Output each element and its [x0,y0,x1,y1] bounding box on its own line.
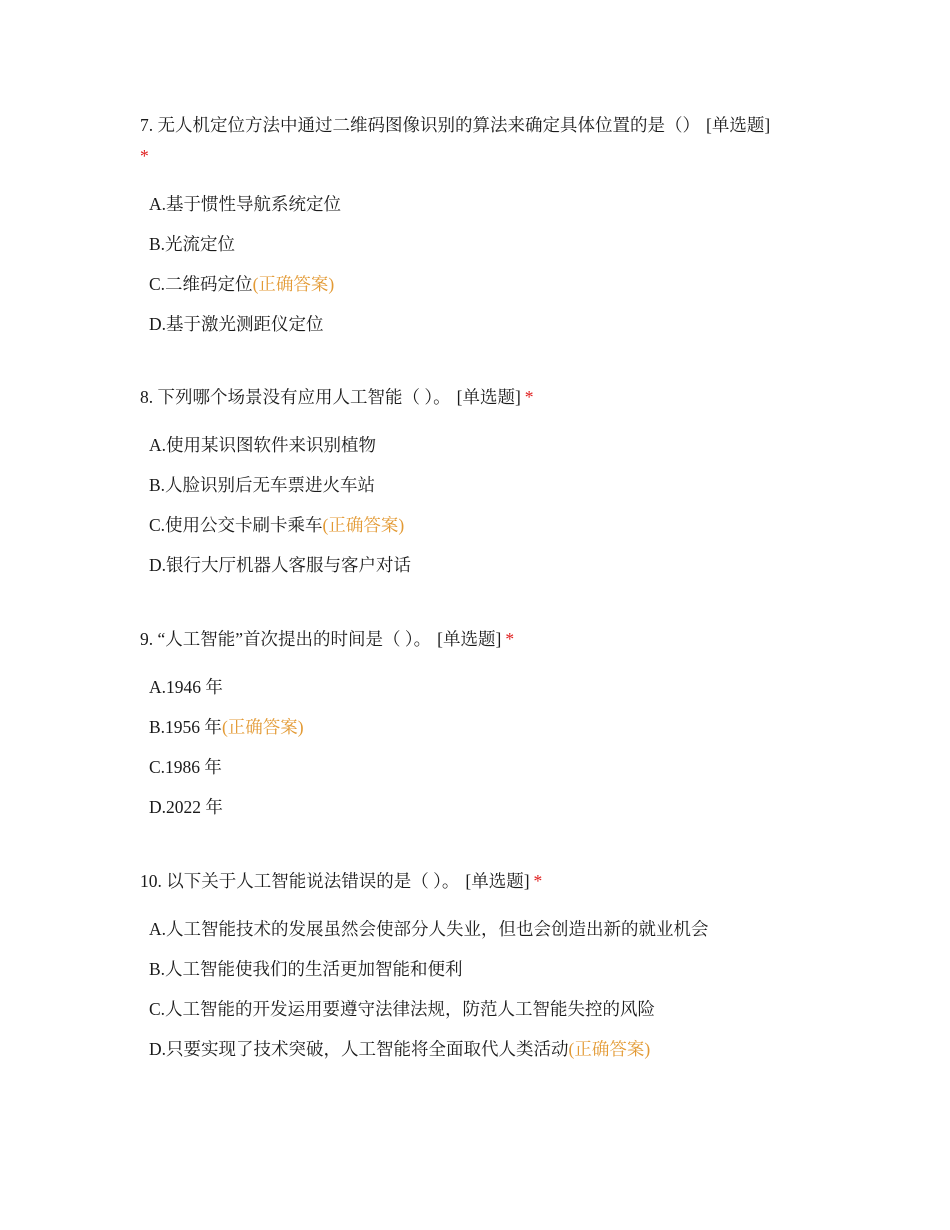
option-text: D.银行大厅机器人客服与客户对话 [149,555,412,575]
question-text: 10. 以下关于人工智能说法错误的是（ ）。 [140,871,460,891]
question-text: 9. “人工智能”首次提出的时间是（ ）。 [140,629,432,649]
correct-answer-mark: (正确答案) [252,274,335,294]
correct-answer-mark: (正确答案) [322,515,405,535]
option-a [149,425,830,465]
option-text: B.人脸识别后无车票进火车站 [149,475,376,495]
option-text: B.1956 年 [149,717,222,737]
question-title [140,110,830,172]
option-text: C.1986 年 [149,757,222,777]
question-type: [单选题] [456,387,521,407]
option-text: D.2022 年 [149,797,223,817]
option-text: C.人工智能的开发运用要遵守法律法规，防范人工智能失控的风险 [149,999,656,1019]
option-text: A.基于惯性导航系统定位 [149,194,342,214]
question-type: [单选题] [465,871,530,891]
option-d [149,304,830,344]
question-text: 8. 下列哪个场景没有应用人工智能（ ）。 [140,387,451,407]
option-text: B.人工智能使我们的生活更加智能和便利 [149,959,463,979]
option-c [149,264,830,304]
option-d [149,787,830,827]
option-text: A.使用某识图软件来识别植物 [149,435,377,455]
option-a [149,184,830,224]
question-7 [140,110,830,344]
question-text: 7. 无人机定位方法中通过二维码图像识别的算法来确定具体位置的是（） [140,115,700,135]
option-c [149,747,830,787]
option-list [140,425,830,585]
question-title [140,382,830,413]
option-text: C.使用公交卡刷卡乘车 [149,515,323,535]
option-list [140,909,830,1069]
option-a [149,909,830,949]
question-8 [140,382,830,585]
option-b [149,707,830,747]
required-mark: * [533,871,543,891]
option-text: D.只要实现了技术突破，人工智能将全面取代人类活动 [149,1039,569,1059]
option-text: B.光流定位 [149,234,236,254]
question-title [140,624,830,655]
question-9 [140,624,830,827]
required-mark: * [140,146,149,166]
option-a [149,667,830,707]
option-list [140,667,830,827]
required-mark: * [524,387,534,407]
required-mark: * [505,629,515,649]
option-d [149,545,830,585]
option-text: A.人工智能技术的发展虽然会使部分人失业，但也会创造出新的就业机会 [149,919,709,939]
option-text: D.基于激光测距仪定位 [149,314,324,334]
question-type: [单选题] [706,115,771,135]
option-c [149,505,830,545]
option-list [140,184,830,344]
question-type: [单选题] [437,629,502,649]
correct-answer-mark: (正确答案) [221,717,304,737]
question-title [140,866,830,897]
option-c [149,989,830,1029]
correct-answer-mark: (正确答案) [568,1039,651,1059]
option-text: C.二维码定位 [149,274,253,294]
option-text: A.1946 年 [149,677,223,697]
option-b [149,224,830,264]
option-b [149,949,830,989]
option-b [149,465,830,505]
question-10 [140,866,830,1069]
option-d [149,1029,830,1069]
